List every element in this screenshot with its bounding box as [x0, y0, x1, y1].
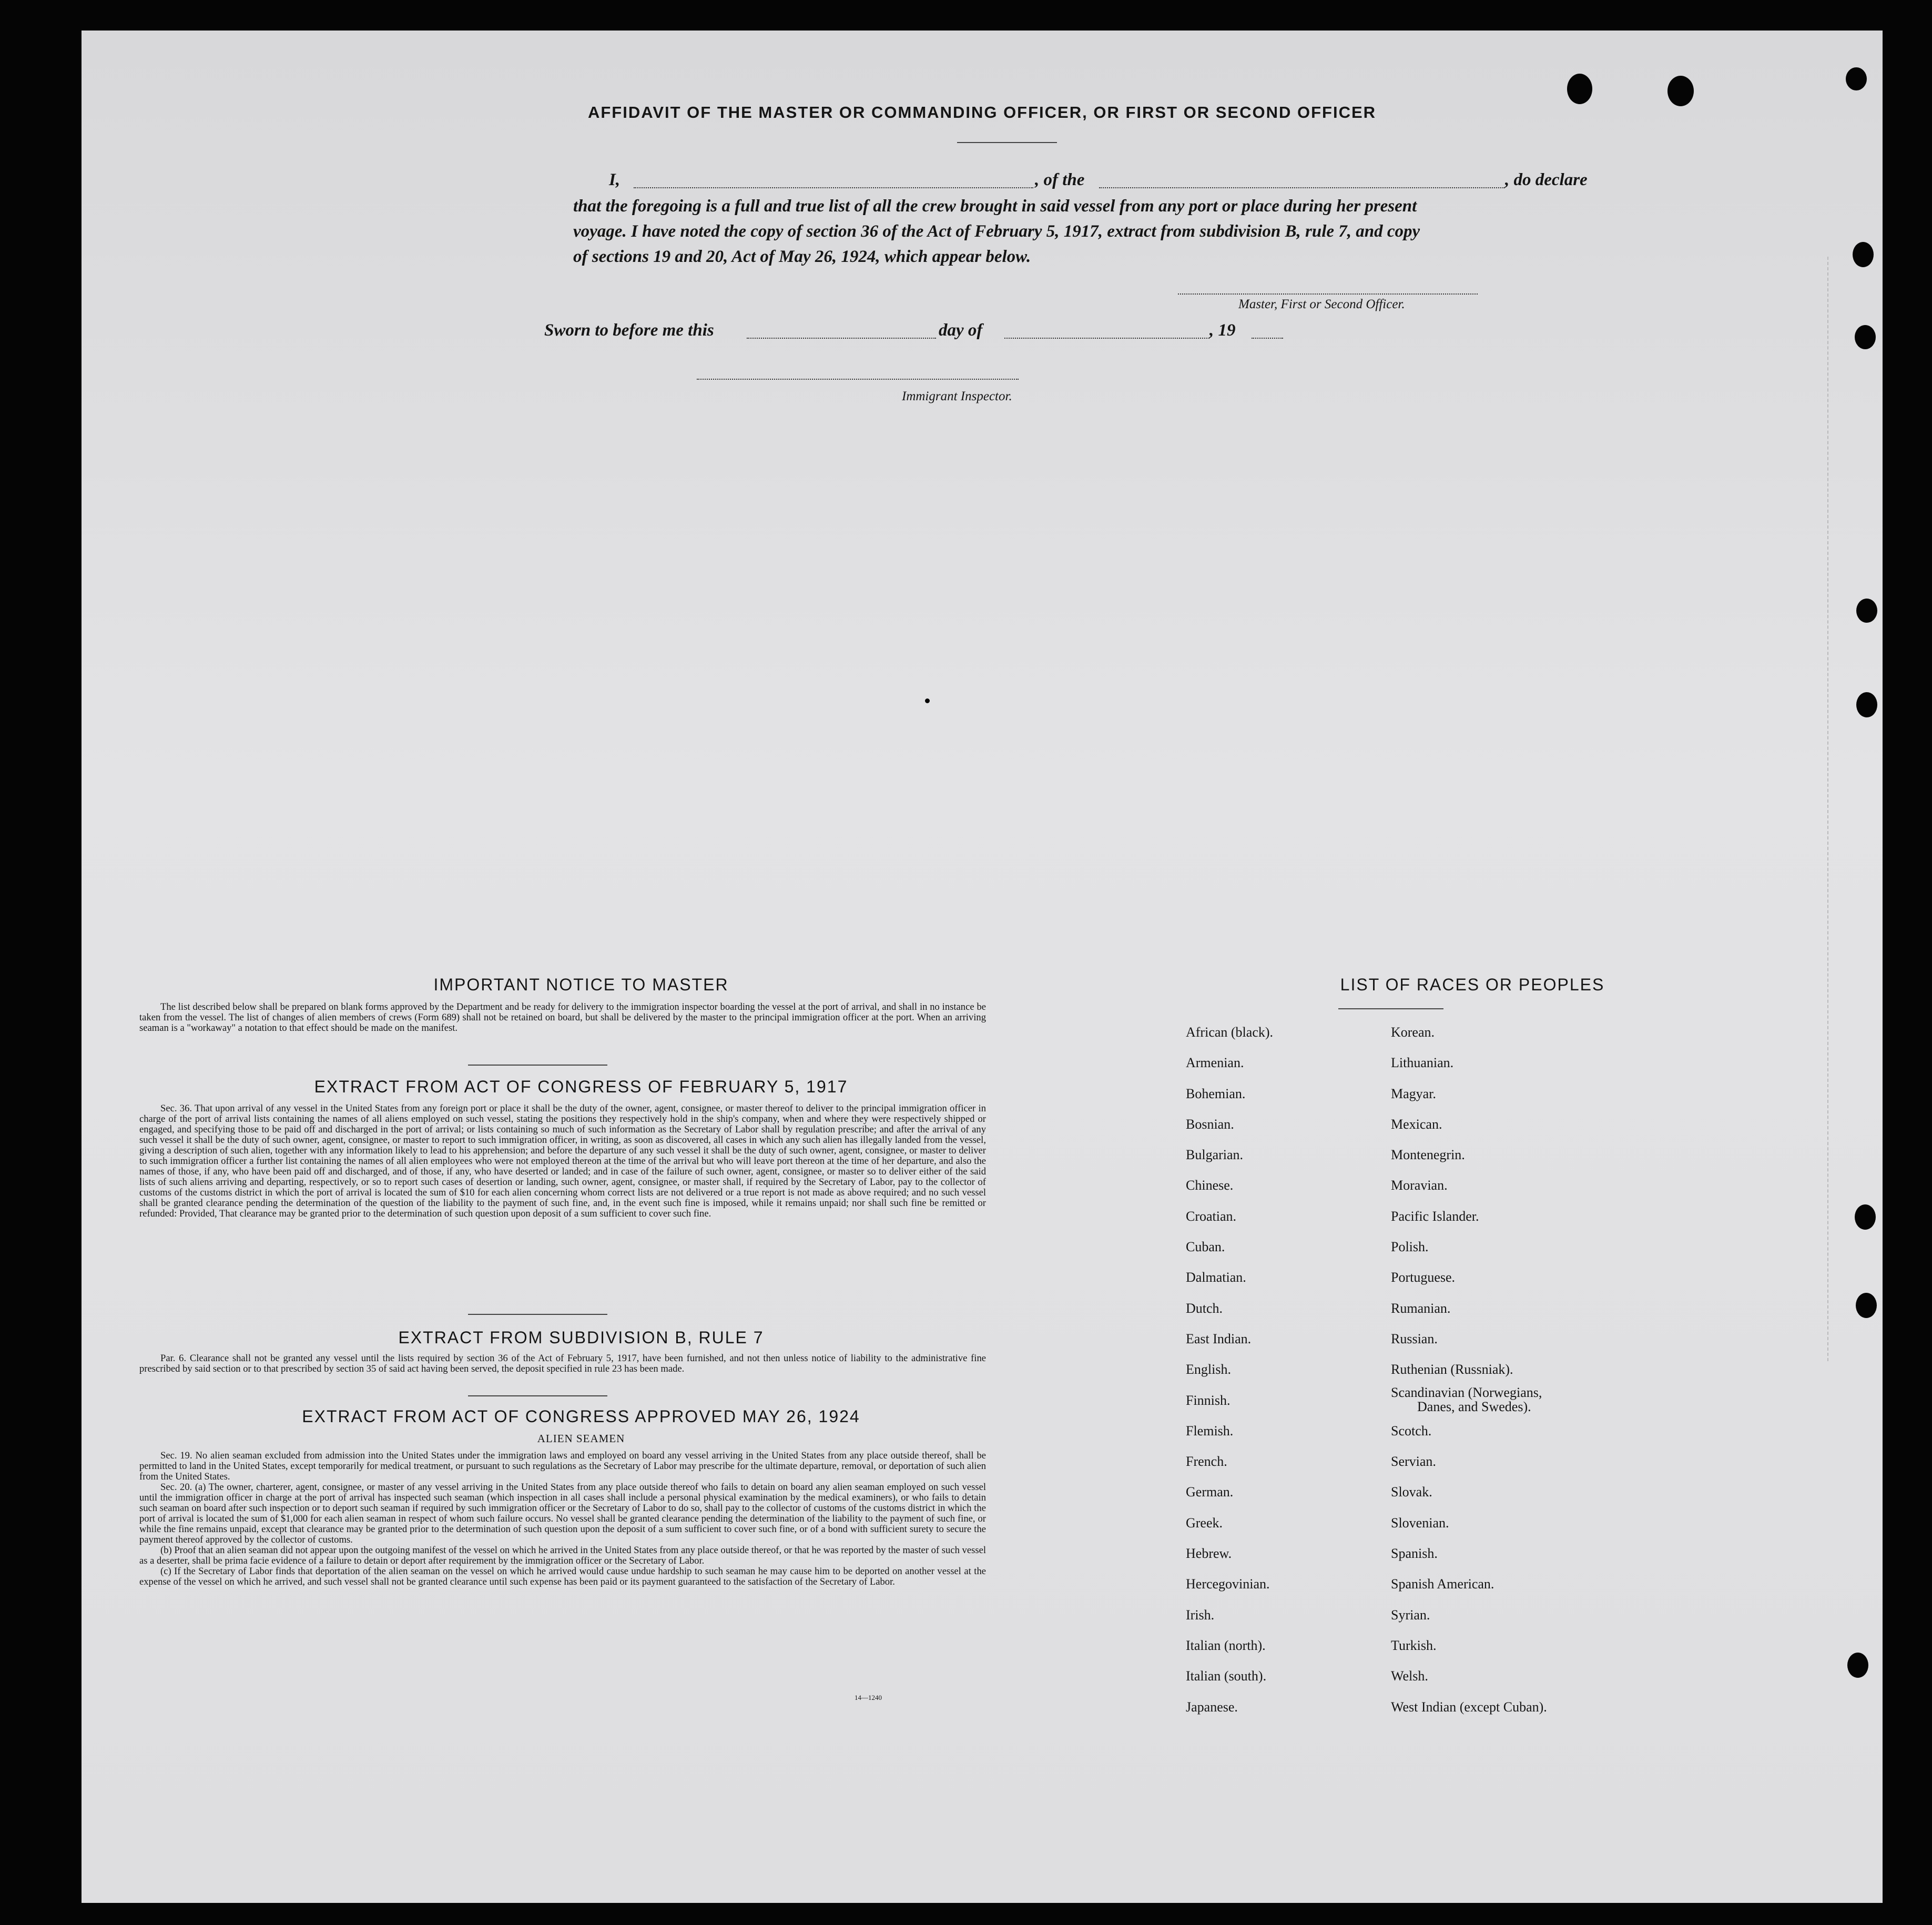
race-item: Korean.	[1391, 1025, 1435, 1040]
extract-rule7-rule	[468, 1395, 607, 1396]
race-item: English.	[1186, 1362, 1231, 1377]
affidavit-do-declare: , do declare	[1505, 170, 1588, 189]
race-item: Bosnian.	[1186, 1116, 1234, 1132]
race-item: Portuguese.	[1391, 1270, 1456, 1285]
punch-hole	[1855, 325, 1876, 349]
race-item	[1391, 1385, 1685, 1416]
affidavit-line-1	[526, 168, 1596, 192]
race-item: Montenegrin.	[1391, 1147, 1465, 1163]
race-item: Italian (south).	[1186, 1668, 1267, 1684]
vessel-blank	[1099, 187, 1505, 188]
inspector-signature-line	[697, 379, 1019, 380]
race-item: Chinese.	[1186, 1178, 1234, 1193]
race-item: Scotch.	[1391, 1423, 1432, 1438]
race-item: West Indian (except Cuban).	[1391, 1699, 1547, 1715]
punch-hole	[1853, 242, 1874, 267]
race-item: Finnish.	[1186, 1392, 1231, 1408]
race-item: Turkish.	[1391, 1637, 1437, 1653]
affidavit-of-the: , of the	[1035, 170, 1085, 189]
notice-title: IMPORTANT NOTICE TO MASTER	[433, 975, 729, 994]
sworn-day-of: day of	[939, 321, 983, 340]
extract-rule7-text	[139, 1353, 986, 1374]
extract-1924-sec20c: (c) If the Secretary of Labor finds that deportation of the alien seaman on the vessel on which he arrived would cause undue hardship to such seaman he may cause him to be deported on another vessel at the expense of the vessel on which he arrived, and such vessel shall not be granted clearance until such expense has been paid or its payment guaranteed to the satisfaction of the Secretary of Labor.	[139, 1566, 986, 1587]
extract-1924-subtitle: ALIEN SEAMEN	[537, 1432, 625, 1445]
races-title-rule	[1338, 1008, 1443, 1009]
race-item: Greek.	[1186, 1515, 1223, 1531]
race-item: Cuban.	[1186, 1239, 1225, 1255]
notice-paragraph: The list described below shall be prepared on blank forms approved by the Department and be ready for delivery to the immigration inspector boarding the vessel at the port of arrival, and shall in no instance be taken from the vessel. The list of changes of alien members of crews (Form 689) shall not be retained on board, but shall be delivered by the master to the principal immigration officer at the port. When an arriving seaman is a "workaway" a notation to that effect should be made on the manifest.	[139, 1001, 986, 1034]
race-item: Armenian.	[1186, 1055, 1244, 1071]
punch-hole	[1667, 76, 1694, 106]
race-item: Bulgarian.	[1186, 1147, 1244, 1163]
race-item: Italian (north).	[1186, 1637, 1266, 1653]
race-item: Dutch.	[1186, 1300, 1223, 1316]
race-item: Rumanian.	[1391, 1300, 1451, 1316]
affidavit-title-rule	[957, 142, 1057, 143]
extract-1924-sec20a: Sec. 20. (a) The owner, charterer, agent, consignee, or master of any vessel arriving in the United States from any place outside thereof who fails to detain on board any alien seaman employed on such vessel until the immigration officer in charge at the port of arrival has inspected such seaman (which inspection in all cases shall include a personal physical examination by the medical examiners), or who fails to detain such seaman on board after such inspection or to deport such seaman if required by such immigration officer or the Secretary of Labor to do so, shall pay to the collector of customs of the customs district in which the port of arrival is located the sum of $1,000 for each alien seaman in respect of whom such failure occurs. No vessel shall be granted clearance pending the determination of the liability to the payment of such fine, or while the fine remains unpaid, except that clearance may be granted prior to the determination of such question upon the deposit of a sum sufficient to cover such fine, or of a bond with sufficient surety to secure the payment thereof approved by the collector of customs.	[139, 1482, 986, 1545]
race-item: Slovak.	[1391, 1484, 1432, 1500]
race-item: Pacific Islander.	[1391, 1208, 1479, 1224]
extract-1924-sec19: Sec. 19. No alien seaman excluded from admission into the United States under the immigration laws and employed on board any vessel arriving in the United States from any place outside thereof, shall be permitted to land in the United States, except temporarily for medical treatment, or pursuant to such regulations as the Secretary of Labor may prescribe for the ultimate departure, removal, or deportation of such alien from the United States.	[139, 1450, 986, 1482]
punch-hole	[1856, 692, 1877, 717]
extract-1917-paragraph: Sec. 36. That upon arrival of any vessel in the United States from any foreign port or place it shall be the duty of the owner, agent, consignee, or master thereof to deliver to the principal immigration officer in charge of the port of arrival lists containing the names of all aliens employed on such vessel, stating the positions they respectively hold in the ship's company, when and where they were respectively shipped or engaged, and specifying those to be paid off and discharged in the port of arrival; or lists containing so much of such information as the Secretary of Labor shall by regulation prescribe; and after the arrival of any such vessel it shall be the duty of such owner, agent, consignee, or master to report to such immigration officer, in writing, as soon as discovered, all cases in which any such alien has illegally landed from the vessel, giving a description of such alien, together with any information likely to lead to his apprehension; and before the departure of any such vessel it shall be the duty of such owner, agent, consignee, or master to deliver to such immigration officer a further list containing the names of all alien employees who were not employed thereon at the time of the arrival but who will leave port thereon at the time of her departure, and also the names of those, if any, who have been paid off and discharged, and of those, if any, who have deserted or landed; and in case of the failure of such owner, agent, consignee, or master so to deliver either of the said lists of such aliens arriving and departing, respectively, or so to report such cases of desertion or landing, such owner, agent, consignee, or master shall, if required by the Secretary of Labor, pay to the collector of customs of the customs district in which the port of arrival is located the sum of $10 for each alien concerning whom correct lists are not delivered or a true report is not made as above required; and no such vessel shall be granted clearance pending the determination of the question of the liability to the payment of such fine, and, in the event such fine is imposed, while it remains unpaid; nor shall such fine be remitted or refunded: Provided, That clearance may be granted prior to the determination of such question upon deposit of a sum sufficient to cover such fine.	[139, 1103, 986, 1219]
race-item: French.	[1186, 1454, 1227, 1470]
race-item: Syrian.	[1391, 1607, 1430, 1623]
name-blank	[634, 187, 1033, 188]
affidavit-line-3: voyage. I have noted the copy of section 36 of the Act of February 5, 1917, extract from subdivision B, rule 7, and copy	[573, 222, 1420, 241]
extract-rule7-title: EXTRACT FROM SUBDIVISION B, RULE 7	[398, 1328, 764, 1347]
sworn-line	[544, 319, 1333, 343]
race-item: Croatian.	[1186, 1208, 1237, 1224]
punch-hole	[925, 698, 930, 703]
race-item: Spanish.	[1391, 1546, 1438, 1562]
race-item-scandinavian: Scandinavian (Norwegians,	[1391, 1384, 1542, 1400]
races-left-column	[1186, 1025, 1386, 1730]
punch-hole	[1856, 599, 1877, 623]
extract-1917-rule	[468, 1314, 607, 1315]
race-item: Ruthenian (Russniak).	[1391, 1362, 1513, 1377]
bleed-through-marks	[1827, 257, 1849, 1361]
punch-hole	[1846, 67, 1867, 90]
race-item: Lithuanian.	[1391, 1055, 1454, 1071]
punch-hole	[1847, 1653, 1868, 1678]
race-item: Hercegovinian.	[1186, 1576, 1270, 1592]
affidavit-line-4: of sections 19 and 20, Act of May 26, 1924, which appear below.	[573, 247, 1031, 266]
race-item: Bohemian.	[1186, 1086, 1246, 1101]
sworn-year: , 19	[1209, 321, 1236, 340]
inspector-signature-label: Immigrant Inspector.	[902, 389, 1012, 403]
race-item: Japanese.	[1186, 1699, 1238, 1715]
race-item: East Indian.	[1186, 1331, 1252, 1346]
affidavit-i: I,	[609, 170, 621, 189]
affidavit-title: AFFIDAVIT OF THE MASTER OR COMMANDING OFFICER, OR FIRST OR SECOND OFFICER	[587, 103, 1377, 121]
race-item: African (black).	[1186, 1025, 1274, 1040]
race-item: Russian.	[1391, 1331, 1438, 1346]
sworn-prefix: Sworn to before me this	[544, 321, 714, 340]
race-item: Servian.	[1391, 1454, 1436, 1470]
race-item: Flemish.	[1186, 1423, 1234, 1438]
extract-1924-text	[139, 1451, 986, 1587]
race-item: Mexican.	[1391, 1116, 1442, 1132]
notice-text	[139, 1002, 986, 1034]
affidavit-line-2: that the foregoing is a full and true list of all the crew brought in said vessel from any port or place during her present	[573, 197, 1417, 216]
race-item-scandinavian-cont: Danes, and Swedes).	[1417, 1399, 1531, 1414]
race-item: Hebrew.	[1186, 1546, 1232, 1562]
master-signature-label: Master, First or Second Officer.	[1238, 297, 1405, 311]
race-item: Polish.	[1391, 1239, 1429, 1255]
race-item: Slovenian.	[1391, 1515, 1449, 1531]
sworn-year-blank	[1252, 338, 1283, 339]
master-signature-line	[1178, 293, 1478, 295]
race-item: Spanish American.	[1391, 1576, 1494, 1592]
races-title: LIST OF RACES OR PEOPLES	[1340, 975, 1605, 994]
races-right-column	[1391, 1025, 1685, 1730]
extract-rule7-paragraph: Par. 6. Clearance shall not be granted any vessel until the lists required by section 36 of the Act of February 5, 1917, have been furnished, and not then unless notice of liability to the administrative fine prescribed by said section or to that prescribed by section 35 of said act having been served, the deposit specified in rule 23 has been made.	[139, 1353, 986, 1374]
form-number: 14—1240	[855, 1694, 882, 1701]
extract-1924-sec20b: (b) Proof that an alien seaman did not appear upon the outgoing manifest of the vessel on which he arrived in the United States from any place outside thereof, or that he was reported by the master of such vessel as a deserter, shall be prima facie evidence of a failure to detain or deport after requirement by the immigration officer or the Secretary of Labor.	[139, 1545, 986, 1566]
sworn-month-blank	[1004, 338, 1209, 339]
race-item: Magyar.	[1391, 1086, 1436, 1101]
extract-1924-title: EXTRACT FROM ACT OF CONGRESS APPROVED MAY 26, 1924	[302, 1407, 860, 1426]
race-item: Dalmatian.	[1186, 1270, 1246, 1285]
punch-hole	[1856, 1293, 1877, 1318]
sworn-date-blank	[747, 338, 936, 339]
punch-hole	[1567, 74, 1592, 104]
race-item: Moravian.	[1391, 1178, 1448, 1193]
extract-1917-title: EXTRACT FROM ACT OF CONGRESS OF FEBRUARY 5, 1917	[314, 1077, 848, 1096]
punch-hole	[1855, 1204, 1876, 1230]
race-item: Irish.	[1186, 1607, 1215, 1623]
notice-rule	[468, 1065, 607, 1066]
race-item: German.	[1186, 1484, 1234, 1500]
document-page	[82, 31, 1883, 1903]
extract-1917-text	[139, 1103, 986, 1219]
race-item: Welsh.	[1391, 1668, 1428, 1684]
